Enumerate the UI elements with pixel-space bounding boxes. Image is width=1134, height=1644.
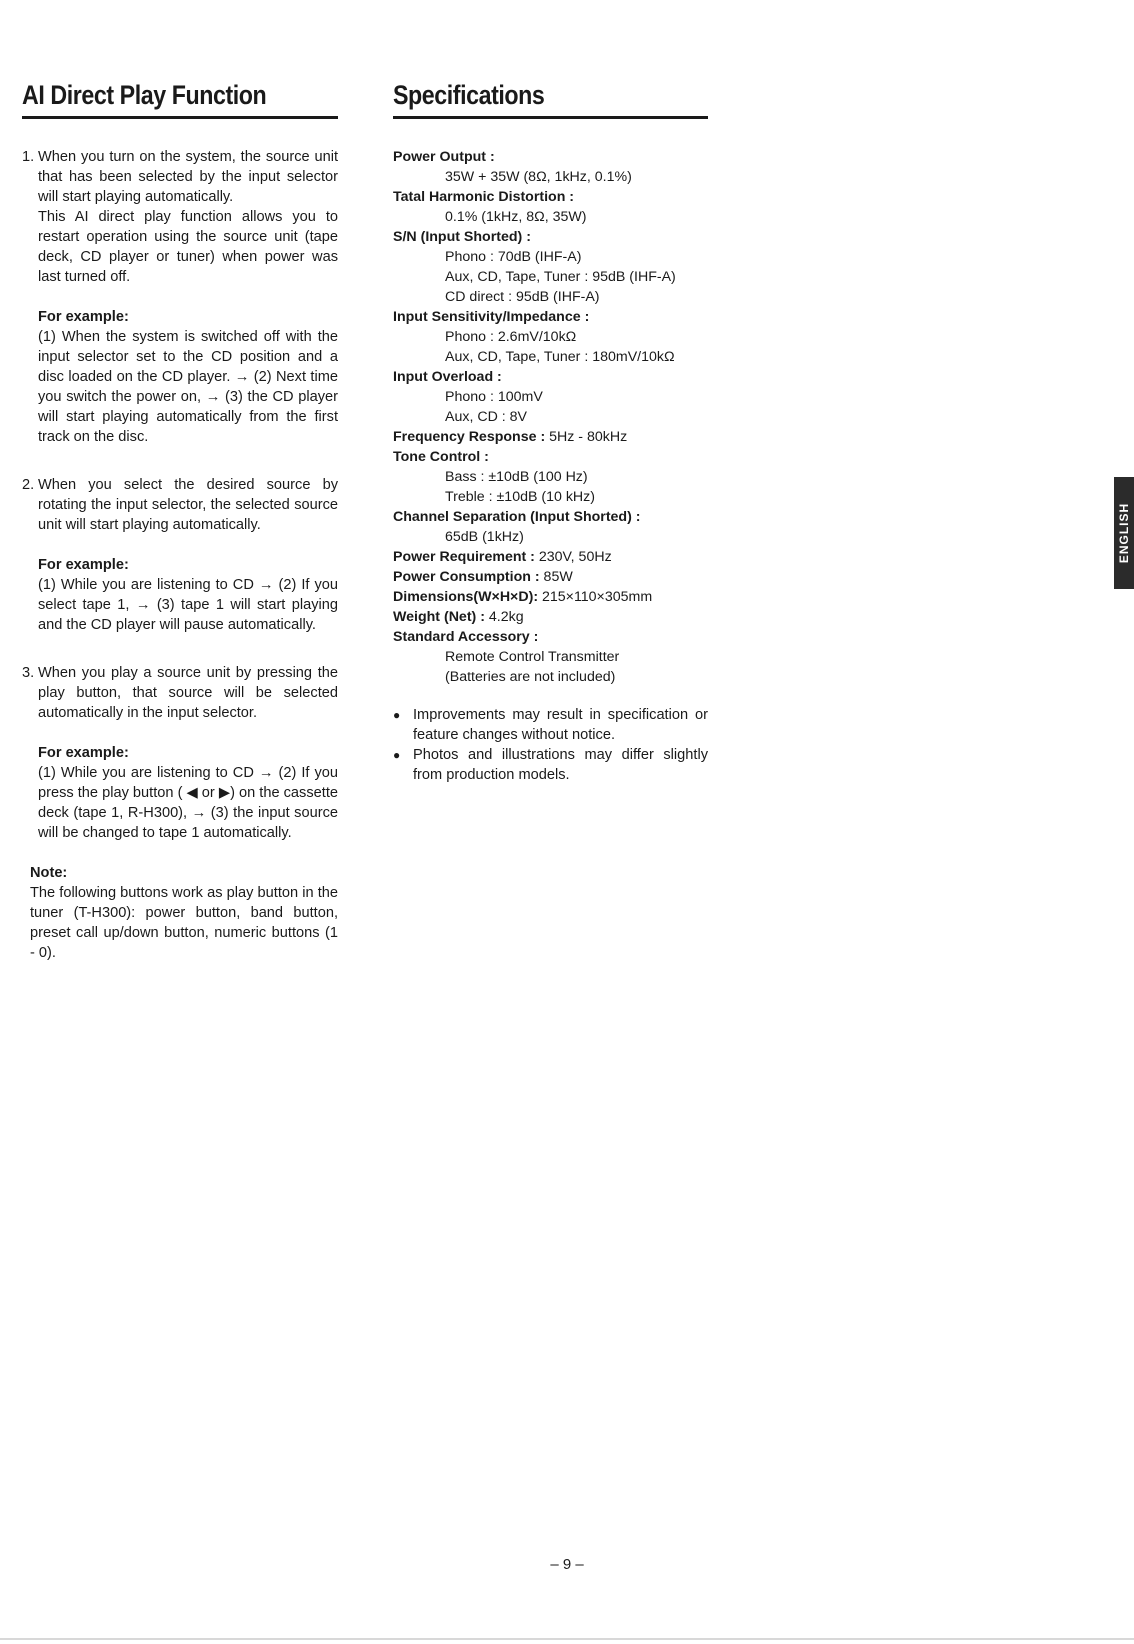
spec-label: Tatal Harmonic Distortion : bbox=[393, 189, 575, 205]
bullet-text: Improvements may result in specification or feature changes without notice. bbox=[413, 707, 708, 743]
example-title: For example: bbox=[38, 309, 129, 325]
spec-value: 35W + 35W (8Ω, 1kHz, 0.1%) bbox=[445, 169, 632, 185]
spec-row-frequency bbox=[393, 427, 708, 447]
list-item-2 bbox=[22, 475, 338, 635]
list-item bbox=[393, 745, 708, 785]
spec-label: Frequency Response : bbox=[393, 429, 546, 445]
page-bottom-edge bbox=[0, 1638, 1134, 1640]
list-item bbox=[393, 705, 708, 745]
item-paragraph: When you turn on the system, the source unit that has been selected by the input selector will start playing automatically. bbox=[38, 149, 338, 205]
spec-label: Input Overload : bbox=[393, 369, 502, 385]
spec-value: Bass : ±10dB (100 Hz) bbox=[445, 469, 588, 485]
note-title: Note: bbox=[30, 865, 68, 881]
spec-value: Phono : 70dB (IHF-A) bbox=[445, 249, 582, 265]
spec-label: Power Output : bbox=[393, 149, 495, 165]
section-title-specifications: Specifications bbox=[393, 80, 545, 110]
item-paragraph: When you play a source unit by pressing the play button, that source will be selected automatically in the input selector. bbox=[38, 665, 338, 721]
note-text: The following buttons work as play button in the tuner (T-H300): power button, band button, preset call up/down button, numeric buttons (1 - 0). bbox=[30, 885, 338, 961]
section-title-ai-direct-play: AI Direct Play Function bbox=[22, 80, 267, 110]
spec-row-power-consumption bbox=[393, 567, 708, 587]
page-number: – 9 – bbox=[550, 1556, 584, 1573]
bullet-icon: ● bbox=[393, 748, 401, 762]
list-item-1 bbox=[22, 147, 338, 447]
example-text: (1) While you are listening to CD → (2) If you select tape 1, → (3) tape 1 will start playing and the CD player will pause automatically. bbox=[38, 577, 338, 633]
spec-row-power-requirement bbox=[393, 547, 708, 567]
language-tab-label: ENGLISH bbox=[1117, 502, 1131, 564]
spec-label: Power Requirement : bbox=[393, 549, 535, 565]
spec-value: 0.1% (1kHz, 8Ω, 35W) bbox=[445, 209, 587, 225]
spec-value: Phono : 100mV bbox=[445, 389, 543, 405]
example-text: (1) While you are listening to CD → (2) If you press the play button ( ◀ or ▶) on the cassette deck (tape 1, R-H300), → (3) the input source will be changed to tape 1 automatically. bbox=[38, 765, 338, 841]
list-item-3 bbox=[22, 663, 338, 843]
item-number: 1. bbox=[22, 149, 35, 165]
title-rule bbox=[22, 116, 338, 119]
item-number: 3. bbox=[22, 665, 35, 681]
spec-value: (Batteries are not included) bbox=[445, 669, 616, 685]
spec-value: Aux, CD, Tape, Tuner : 95dB (IHF-A) bbox=[445, 269, 676, 285]
spec-label: Dimensions(W×H×D): bbox=[393, 589, 539, 605]
language-tab bbox=[1114, 477, 1134, 589]
spec-row-dimensions bbox=[393, 587, 708, 607]
spec-value: 230V, 50Hz bbox=[534, 549, 612, 565]
spec-value: Aux, CD : 8V bbox=[445, 409, 528, 425]
item-number: 2. bbox=[22, 477, 35, 493]
specifications-list bbox=[393, 147, 708, 687]
spec-value: Phono : 2.6mV/10kΩ bbox=[445, 329, 577, 345]
spec-value: 215×110×305mm bbox=[538, 589, 653, 605]
example-text: (1) When the system is switched off with the input selector set to the CD position and a disc loaded on the CD player. → (2) Next time you switch the power on, → (3) the CD player will start playing automatically from the first track on the disc. bbox=[38, 329, 338, 445]
notice-bullets bbox=[393, 705, 708, 785]
spec-value: Remote Control Transmitter bbox=[445, 649, 620, 665]
spec-label: S/N (Input Shorted) : bbox=[393, 229, 531, 245]
left-column bbox=[22, 78, 338, 963]
spec-value: 5Hz - 80kHz bbox=[545, 429, 628, 445]
spec-value: Aux, CD, Tape, Tuner : 180mV/10kΩ bbox=[445, 349, 675, 365]
spec-row-weight bbox=[393, 607, 708, 627]
spec-value: 65dB (1kHz) bbox=[445, 529, 524, 545]
title-rule bbox=[393, 116, 708, 119]
spec-value: Treble : ±10dB (10 kHz) bbox=[445, 489, 595, 505]
item-paragraph: When you select the desired source by rotating the input selector, the selected source unit will start playing automatically. bbox=[38, 477, 338, 533]
item-paragraph: This AI direct play function allows you to restart operation using the source unit (tape deck, CD player or tuner) when power was last turned off. bbox=[38, 209, 338, 285]
right-column bbox=[393, 78, 708, 785]
example-title: For example: bbox=[38, 557, 129, 573]
note-block bbox=[30, 863, 338, 963]
bullet-text: Photos and illustrations may differ slightly from production models. bbox=[413, 747, 708, 783]
spec-value: CD direct : 95dB (IHF-A) bbox=[445, 289, 600, 305]
spec-label: Tone Control : bbox=[393, 449, 489, 465]
example-title: For example: bbox=[38, 745, 129, 761]
spec-label: Channel Separation (Input Shorted) : bbox=[393, 509, 641, 525]
spec-label: Standard Accessory : bbox=[393, 629, 539, 645]
spec-label: Input Sensitivity/Impedance : bbox=[393, 309, 590, 325]
spec-value: 4.2kg bbox=[484, 609, 524, 625]
spec-label: Power Consumption : bbox=[393, 569, 540, 585]
bullet-icon: ● bbox=[393, 708, 401, 722]
spec-label: Weight (Net) : bbox=[393, 609, 485, 625]
spec-value: 85W bbox=[539, 569, 573, 585]
